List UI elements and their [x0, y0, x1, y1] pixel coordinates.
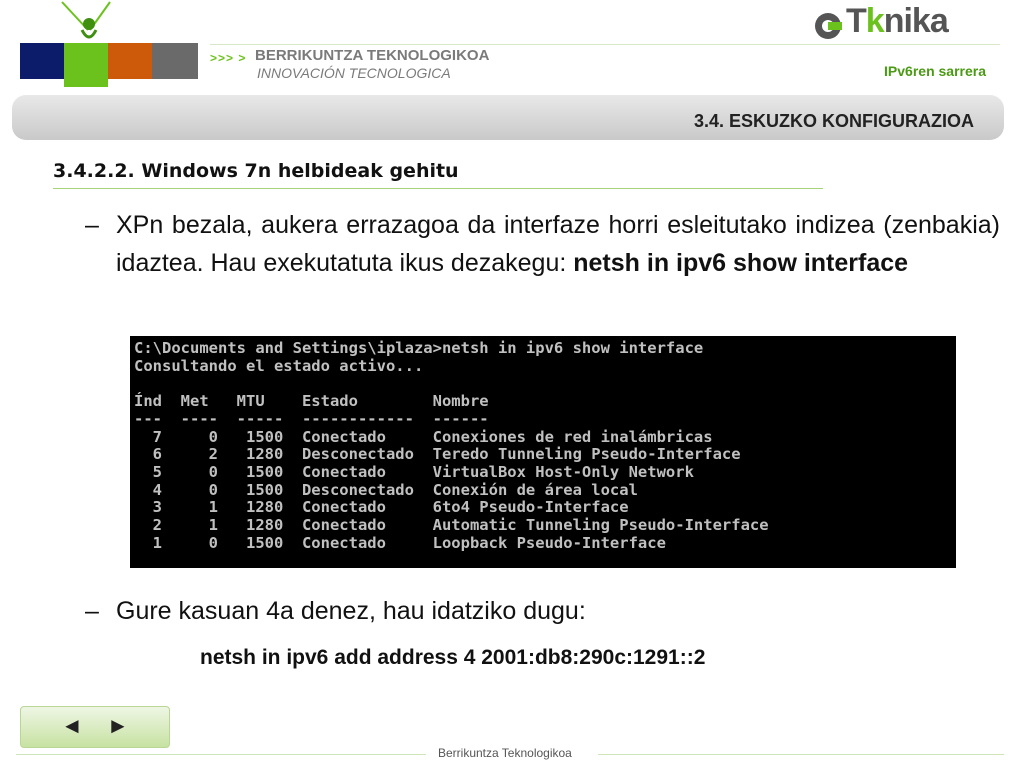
- console-row: 3 1 1280 Conectado 6to4 Pseudo-Interface: [134, 498, 629, 517]
- brand-k: k: [865, 2, 884, 40]
- console-row: 7 0 1500 Conectado Conexiones de red inalámbricas: [134, 427, 713, 446]
- header-title-basque: BERRIKUNTZA TEKNOLOGIKOA: [255, 47, 490, 64]
- bullet-1-command: netsh in ipv6 show interface: [573, 249, 909, 277]
- brand-wordmark: [846, 2, 948, 41]
- console-screenshot: [130, 336, 956, 568]
- subheading-underline: [53, 188, 823, 189]
- header-rule: [210, 44, 1000, 45]
- bullet-1-text: XPn bezala, aukera errazagoa da interfaze horri esleitutako indizea (zenbakia) idaztea. Hau exekutatuta ikus dezakegu:: [116, 211, 1000, 277]
- slide-subheading: 3.4.2.2. Windows 7n helbideak gehitu: [53, 160, 459, 182]
- console-status-line: Consultando el estado activo...: [134, 356, 424, 375]
- mascot-icon: [58, 0, 118, 48]
- logo-block-green: [64, 43, 108, 87]
- console-row: 2 1 1280 Conectado Automatic Tunneling Pseudo-Interface: [134, 516, 769, 535]
- console-prompt-line: C:\Documents and Settings\iplaza>netsh in ipv6 show interface: [134, 339, 704, 357]
- console-row: 6 2 1280 Desconectado Teredo Tunneling Pseudo-Interface: [134, 445, 741, 464]
- footer-rule-right: [598, 754, 1004, 755]
- console-separator-line: --- ---- ----- ------------ ------: [134, 409, 489, 428]
- brand-prefix: T: [846, 2, 866, 40]
- bullet-item-2: [85, 592, 1000, 630]
- footer-rule-left: [16, 754, 426, 755]
- bullet-2-text: Gure kasuan 4a denez, hau idatziko dugu:: [116, 597, 586, 625]
- footer-text: Berrikuntza Teknologikoa: [438, 746, 572, 760]
- console-row: 1 0 1500 Conectado Loopback Pseudo-Interface: [134, 533, 666, 552]
- console-row: 5 0 1500 Conectado VirtualBox Host-Only Network: [134, 462, 694, 481]
- logo-block-navy: [20, 43, 64, 79]
- logo-block-orange: [108, 43, 152, 79]
- logo-block-gray: [152, 43, 198, 79]
- slide-navigation: [20, 706, 170, 748]
- console-row: 4 0 1500 Desconectado Conexión de área local: [134, 480, 638, 499]
- header-title-spanish: INNOVACIÓN TECNOLOGICA: [257, 65, 451, 81]
- presentation-topic: IPv6ren sarrera: [884, 63, 986, 79]
- brand-suffix: nika: [883, 2, 948, 40]
- console-header-line: Índ Met MTU Estado Nombre: [134, 392, 489, 411]
- bullet-dash: –: [85, 597, 99, 625]
- header-arrows: >>> >: [210, 51, 247, 65]
- bullet-dash: –: [85, 211, 99, 239]
- console-output: [134, 340, 769, 552]
- previous-slide-button[interactable]: ◄: [61, 713, 83, 738]
- next-slide-button[interactable]: ►: [107, 713, 129, 738]
- section-title: 3.4. ESKUZKO KONFIGURAZIOA: [693, 111, 974, 131]
- bullet-item-1: [85, 206, 1000, 282]
- add-address-command: netsh in ipv6 add address 4 2001:db8:290c:1291::2: [200, 646, 706, 669]
